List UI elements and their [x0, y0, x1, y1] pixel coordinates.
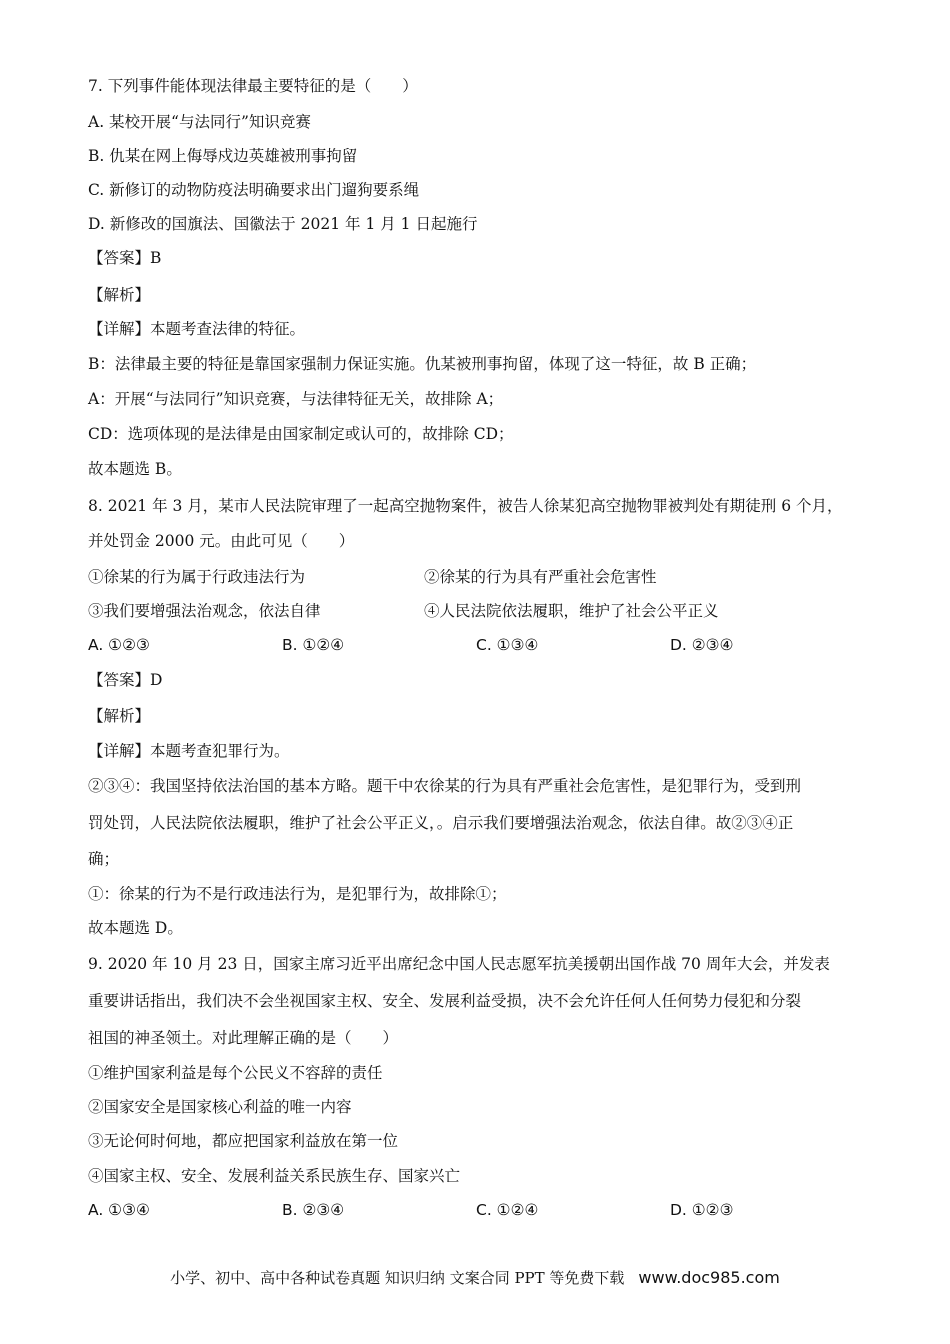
q7-option-a: A. 某校开展“与法同行”知识竞赛 [88, 113, 311, 131]
q7-explain-line: CD：选项体现的是法律是由国家制定或认可的，故排除 CD； [88, 425, 514, 443]
q8-stem-line: 并处罚金 2000 元。由此可见（ ） [88, 532, 355, 550]
q8-statement: ①徐某的行为属于行政违法行为 [88, 568, 306, 586]
q8-statement: ③我们要增强法治观念，依法自律 [88, 602, 321, 620]
q8-choice-c: C. ①③④ [476, 636, 539, 654]
q8-explain-line: ①：徐某的行为不是行政违法行为，是犯罪行为，故排除①； [88, 885, 507, 903]
q9-stem-line: 重要讲话指出，我们决不会坐视国家主权、安全、发展利益受损，决不会允许任何人任何势力侵犯和分裂 [88, 992, 802, 1010]
q7-option-c: C. 新修订的动物防疫法明确要求出门遛狗要系绳 [88, 181, 420, 199]
q8-choice-b: B. ①②④ [282, 636, 345, 654]
q7-explain-line: 故本题选 B。 [88, 460, 182, 478]
page-footer [0, 1268, 950, 1288]
q8-explain-line: 【详解】本题考查犯罪行为。 [88, 742, 290, 760]
q9-statement: ③无论何时何地，都应把国家利益放在第一位 [88, 1132, 399, 1150]
q9-choice-b: B. ②③④ [282, 1201, 345, 1219]
q8-choice-a: A. ①②③ [88, 636, 150, 654]
q8-explain-line: 故本题选 D。 [88, 919, 183, 937]
q9-statement: ④国家主权、安全、发展利益关系民族生存、国家兴亡 [88, 1167, 461, 1185]
q7-stem: 7. 下列事件能体现法律最主要特征的是（ ） [88, 77, 418, 95]
q7-explain-line: A：开展“与法同行”知识竞赛，与法律特征无关，故排除 A； [88, 390, 504, 408]
q8-statement: ②徐某的行为具有严重社会危害性 [424, 568, 657, 586]
q8-stem-line: 8. 2021 年 3 月，某市人民法院审理了一起高空抛物案件，被告人徐某犯高空抛物罪被判处有期徒刑 6 个月， [88, 497, 843, 515]
q7-explain-line: B：法律最主要的特征是靠国家强制力保证实施。仇某被刑事拘留，体现了这一特征，故 B 正确； [88, 355, 757, 373]
q9-choice-a: A. ①③④ [88, 1201, 150, 1219]
q8-explain-line: 确； [88, 850, 120, 868]
q8-explain-line: ②③④：我国坚持依法治国的基本方略。题干中农徐某的行为具有严重社会危害性，是犯罪行为，受到刑 [88, 777, 802, 795]
q8-choice-d: D. ②③④ [670, 636, 734, 654]
q7-explain-line: 【详解】本题考查法律的特征。 [88, 320, 306, 338]
q7-option-b: B. 仇某在网上侮辱戍边英雄被刑事拘留 [88, 147, 358, 165]
q8-answer: 【答案】D [88, 671, 163, 689]
q9-choice-c: C. ①②④ [476, 1201, 539, 1219]
q9-stem-line: 祖国的神圣领土。对此理解正确的是（ ） [88, 1029, 399, 1047]
footer-text: 小学、初中、高中各种试卷真题 知识归纳 文案合同 PPT 等免费下载 [170, 1269, 625, 1287]
footer-url[interactable]: www.doc985.com [638, 1268, 780, 1287]
q9-choice-d: D. ①②③ [670, 1201, 734, 1219]
q8-analysis-label: 【解析】 [88, 707, 151, 725]
q8-statement: ④人民法院依法履职，维护了社会公平正义 [424, 602, 719, 620]
q9-stem-line: 9. 2020 年 10 月 23 日，国家主席习近平出席纪念中国人民志愿军抗美援朝出国作战 70 周年大会，并发表 [88, 955, 830, 973]
q9-statement: ②国家安全是国家核心利益的唯一内容 [88, 1098, 352, 1116]
q9-statement: ①维护国家利益是每个公民义不容辞的责任 [88, 1064, 383, 1082]
q7-answer: 【答案】B [88, 249, 162, 267]
q7-analysis-label: 【解析】 [88, 286, 151, 304]
q8-explain-line: 罚处罚，人民法院依法履职，维护了社会公平正义，。启示我们要增强法治观念，依法自律。故②③④正 [88, 814, 794, 832]
q7-option-d: D. 新修改的国旗法、国徽法于 2021 年 1 月 1 日起施行 [88, 215, 478, 233]
